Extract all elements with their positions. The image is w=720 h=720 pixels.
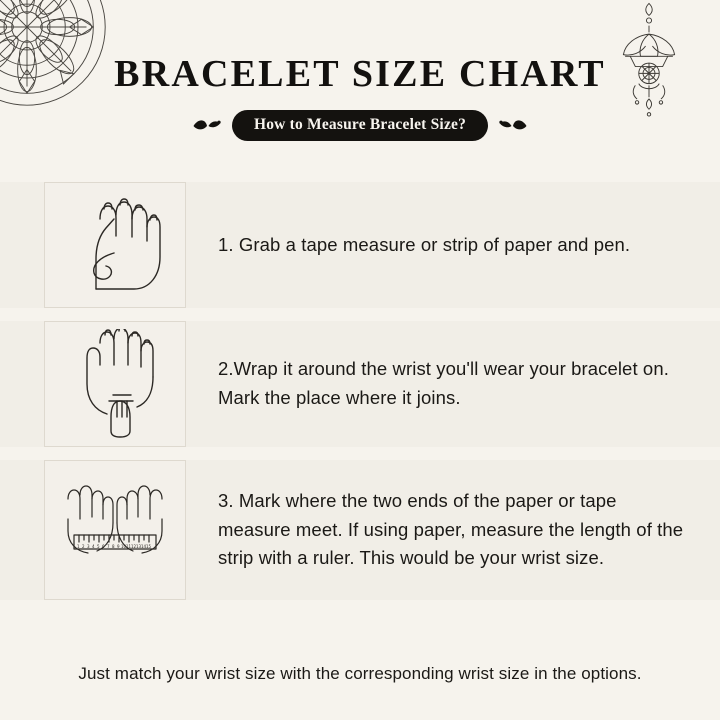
svg-text:13: 13 <box>136 544 142 549</box>
ruler-measuring-paper-icon <box>52 475 178 585</box>
svg-text:6: 6 <box>102 544 105 549</box>
hand-wrapped-tape-icon <box>56 329 174 439</box>
footer-note: Just match your wrist size with the corresponding wrist size in the options. <box>78 664 642 683</box>
step-1-text: 1. Grab a tape measure or strip of paper and pen. <box>218 233 631 255</box>
step-3-image <box>44 460 186 600</box>
fist-hand-with-tape-icon <box>56 193 174 297</box>
step-2-image <box>44 321 186 447</box>
svg-text:7: 7 <box>107 544 110 549</box>
subtitle-pill: How to Measure Bracelet Size? <box>232 110 488 141</box>
steps-list <box>0 182 720 613</box>
svg-text:14: 14 <box>141 544 147 549</box>
step-1-image <box>44 182 186 308</box>
step-2-text: 2.Wrap it around the wrist you'll wear your bracelet on. Mark the place where it joins. <box>218 358 669 408</box>
step-3-text: 3. Mark where the two ends of the paper or tape measure meet. If using paper, measure the length of the strip with a ruler. This would be your wrist size. <box>218 489 684 569</box>
svg-text:8: 8 <box>112 544 115 549</box>
svg-text:10: 10 <box>121 544 127 549</box>
svg-text:3: 3 <box>87 544 90 549</box>
subtitle-row <box>0 110 720 141</box>
page-title: BRACELET SIZE CHART <box>114 53 606 95</box>
flourish-icon <box>498 115 528 137</box>
list-item <box>0 460 720 600</box>
svg-text:11: 11 <box>126 544 132 549</box>
svg-text:15: 15 <box>146 544 152 549</box>
svg-text:1: 1 <box>77 544 80 549</box>
list-item <box>0 182 720 308</box>
list-item <box>0 321 720 447</box>
flourish-icon <box>192 115 222 137</box>
svg-text:9: 9 <box>117 544 120 549</box>
svg-text:4: 4 <box>92 544 95 549</box>
svg-text:12: 12 <box>131 544 137 549</box>
svg-text:5: 5 <box>97 544 100 549</box>
svg-text:2: 2 <box>82 544 85 549</box>
